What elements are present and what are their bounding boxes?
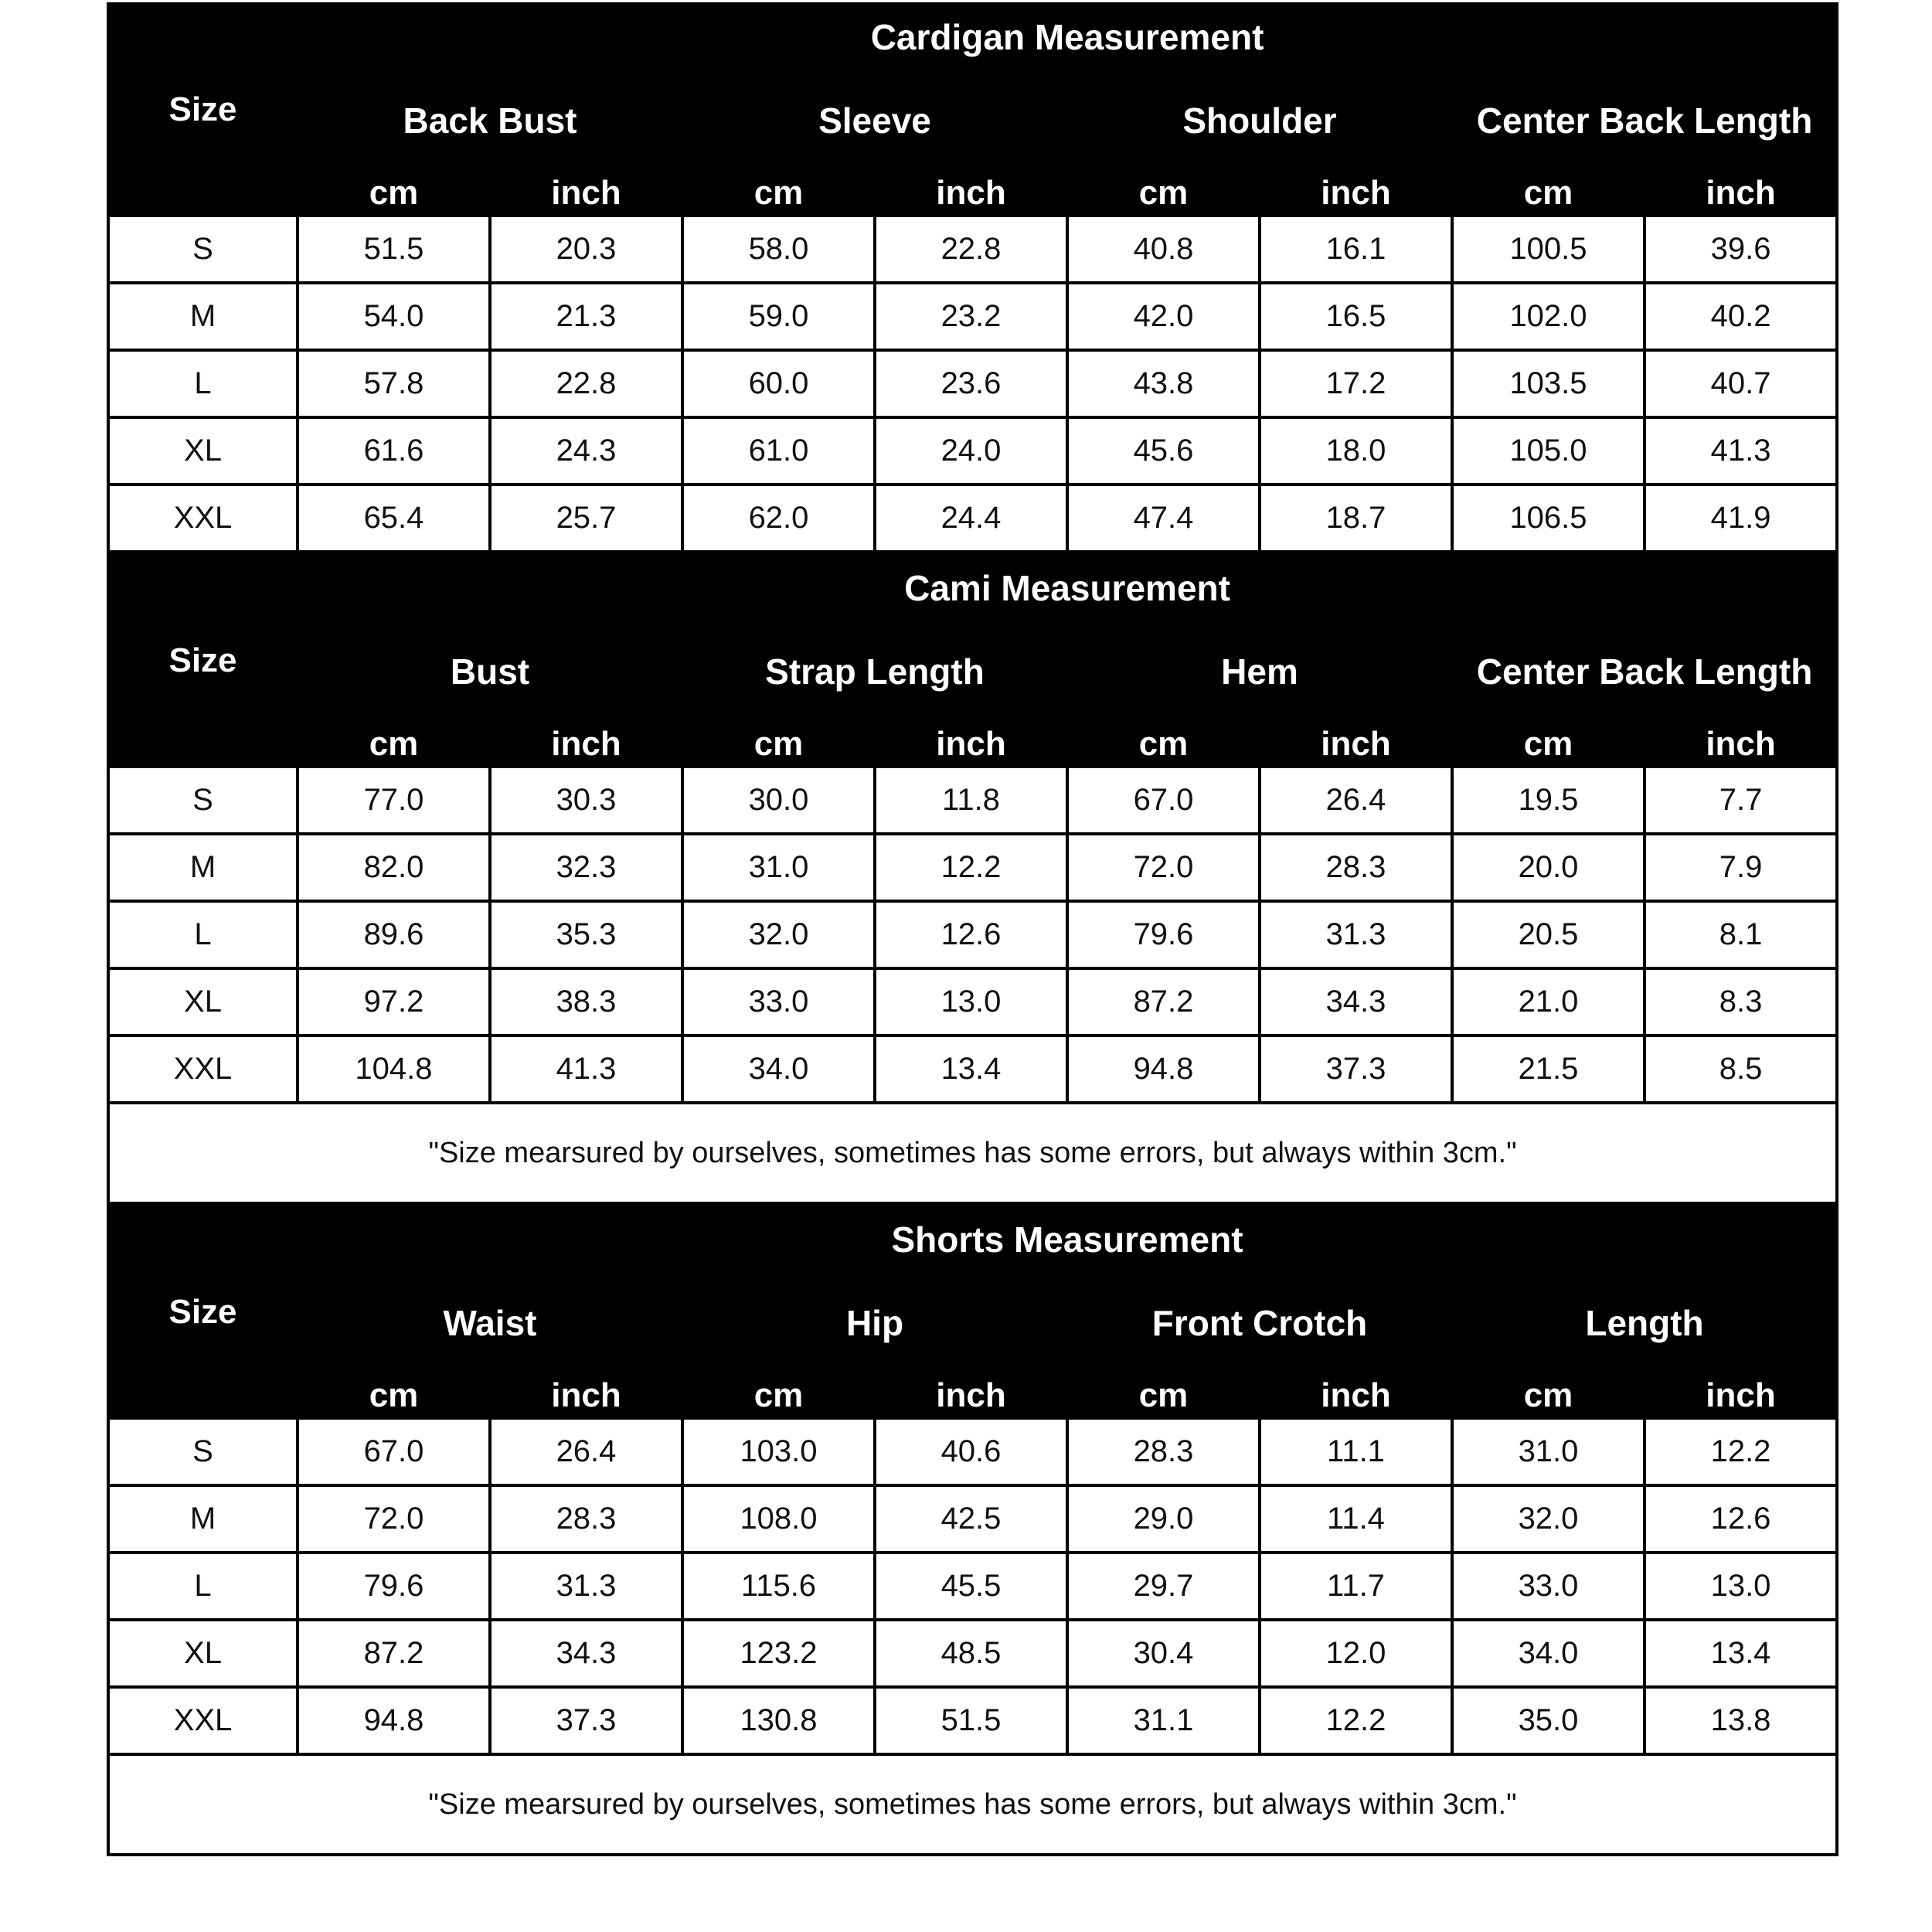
measurement-cell: 11.7 — [1260, 1553, 1452, 1620]
group-header-row — [108, 621, 1837, 721]
unit-header: cm — [1067, 721, 1260, 767]
measurement-cell: 13.0 — [875, 968, 1067, 1036]
measurement-cell: 39.6 — [1645, 216, 1837, 283]
unit-header: inch — [490, 721, 682, 767]
size-cell: XXL — [108, 485, 298, 552]
measurement-cell: 59.0 — [682, 283, 875, 350]
measurement-cell: 12.2 — [875, 834, 1067, 901]
measurement-cell: 20.0 — [1452, 834, 1645, 901]
measurement-cell: 29.7 — [1067, 1553, 1260, 1620]
measurement-cell: 100.5 — [1452, 216, 1645, 283]
measurement-cell: 11.8 — [875, 767, 1067, 834]
measurement-cell: 30.4 — [1067, 1620, 1260, 1687]
table-row — [108, 1620, 1837, 1687]
measurement-cell: 77.0 — [298, 767, 490, 834]
measurement-cell: 94.8 — [1067, 1036, 1260, 1103]
unit-header: cm — [1067, 1372, 1260, 1418]
unit-header: inch — [1645, 1372, 1837, 1418]
table-title: Cardigan Measurement — [298, 4, 1837, 70]
measurement-cell: 23.6 — [875, 350, 1067, 417]
measurement-cell: 21.5 — [1452, 1036, 1645, 1103]
unit-header: cm — [682, 170, 875, 216]
measurement-cell: 33.0 — [1452, 1553, 1645, 1620]
column-group-header: Strap Length — [682, 621, 1067, 721]
table-title: Cami Measurement — [298, 555, 1837, 621]
column-group-header: Hem — [1067, 621, 1452, 721]
measurement-cell: 106.5 — [1452, 485, 1645, 552]
measurement-cell: 8.3 — [1645, 968, 1837, 1036]
measurement-cell: 8.1 — [1645, 901, 1837, 968]
measurement-cell: 103.5 — [1452, 350, 1645, 417]
measurement-cell: 51.5 — [875, 1687, 1067, 1754]
measurement-cell: 40.7 — [1645, 350, 1837, 417]
column-group-header: Waist — [298, 1273, 682, 1372]
measurement-cell: 24.3 — [490, 417, 682, 485]
measurement-note: "Size mearsured by ourselves, sometimes has some errors, but always within 3cm." — [108, 1103, 1837, 1203]
table-row — [108, 968, 1837, 1036]
table-row — [108, 901, 1837, 968]
table-row — [108, 283, 1837, 350]
size-header: Size — [108, 555, 298, 767]
measurement-cell: 34.0 — [1452, 1620, 1645, 1687]
title-row — [108, 1206, 1837, 1273]
unit-header: cm — [1452, 721, 1645, 767]
unit-header: cm — [682, 721, 875, 767]
table-row — [108, 216, 1837, 283]
measurement-cell: 89.6 — [298, 901, 490, 968]
size-header: Size — [108, 4, 298, 216]
measurement-cell: 28.3 — [490, 1485, 682, 1553]
measurement-cell: 41.3 — [490, 1036, 682, 1103]
column-group-header: Length — [1452, 1273, 1837, 1372]
table-row — [108, 1485, 1837, 1553]
measurement-cell: 102.0 — [1452, 283, 1645, 350]
size-cell: L — [108, 901, 298, 968]
size-header: Size — [108, 1206, 298, 1418]
measurement-cell: 72.0 — [298, 1485, 490, 1553]
measurement-cell: 58.0 — [682, 216, 875, 283]
measurement-cell: 28.3 — [1067, 1418, 1260, 1485]
measurement-note: "Size mearsured by ourselves, sometimes has some errors, but always within 3cm." — [108, 1754, 1837, 1855]
measurement-cell: 18.7 — [1260, 485, 1452, 552]
column-group-header: Shoulder — [1067, 70, 1452, 170]
measurement-cell: 35.3 — [490, 901, 682, 968]
measurement-cell: 32.0 — [682, 901, 875, 968]
measurement-cell: 11.1 — [1260, 1418, 1452, 1485]
measurement-cell: 62.0 — [682, 485, 875, 552]
measurement-cell: 31.3 — [1260, 901, 1452, 968]
measurement-cell: 22.8 — [490, 350, 682, 417]
measurement-cell: 26.4 — [490, 1418, 682, 1485]
unit-header: cm — [298, 721, 490, 767]
measurement-cell: 42.5 — [875, 1485, 1067, 1553]
size-cell: XL — [108, 1620, 298, 1687]
size-cell: XXL — [108, 1036, 298, 1103]
group-header-row — [108, 70, 1837, 170]
measurement-cell: 34.0 — [682, 1036, 875, 1103]
unit-header: inch — [490, 170, 682, 216]
column-group-header: Bust — [298, 621, 682, 721]
measurement-cell: 42.0 — [1067, 283, 1260, 350]
measurement-cell: 40.2 — [1645, 283, 1837, 350]
measurement-cell: 21.3 — [490, 283, 682, 350]
measurement-cell: 11.4 — [1260, 1485, 1452, 1553]
table-title: Shorts Measurement — [298, 1206, 1837, 1273]
measurement-cell: 8.5 — [1645, 1036, 1837, 1103]
measurement-cell: 41.9 — [1645, 485, 1837, 552]
measurement-cell: 103.0 — [682, 1418, 875, 1485]
measurement-cell: 104.8 — [298, 1036, 490, 1103]
measurement-cell: 23.2 — [875, 283, 1067, 350]
measurement-cell: 34.3 — [490, 1620, 682, 1687]
measurement-cell: 12.6 — [1645, 1485, 1837, 1553]
unit-header: inch — [875, 170, 1067, 216]
measurement-cell: 87.2 — [1067, 968, 1260, 1036]
measurement-cell: 24.4 — [875, 485, 1067, 552]
measurement-cell: 79.6 — [1067, 901, 1260, 968]
size-cell: L — [108, 1553, 298, 1620]
measurement-cell: 87.2 — [298, 1620, 490, 1687]
measurement-cell: 16.1 — [1260, 216, 1452, 283]
table-row — [108, 1418, 1837, 1485]
column-group-header: Center Back Length — [1452, 70, 1837, 170]
measurement-cell: 31.0 — [1452, 1418, 1645, 1485]
table-row — [108, 1036, 1837, 1103]
table-row — [108, 350, 1837, 417]
measurement-cell: 41.3 — [1645, 417, 1837, 485]
size-cell: L — [108, 350, 298, 417]
note-row — [108, 1754, 1837, 1855]
size-cell: XL — [108, 968, 298, 1036]
measurement-cell: 40.6 — [875, 1418, 1067, 1485]
measurement-cell: 25.7 — [490, 485, 682, 552]
measurement-cell: 7.7 — [1645, 767, 1837, 834]
measurement-cell: 29.0 — [1067, 1485, 1260, 1553]
measurement-cell: 26.4 — [1260, 767, 1452, 834]
column-group-header: Sleeve — [682, 70, 1067, 170]
unit-header: inch — [1645, 721, 1837, 767]
size-cell: XXL — [108, 1687, 298, 1754]
size-cell: M — [108, 1485, 298, 1553]
table-row — [108, 834, 1837, 901]
measurement-cell: 18.0 — [1260, 417, 1452, 485]
measurement-cell: 115.6 — [682, 1553, 875, 1620]
measurement-cell: 108.0 — [682, 1485, 875, 1553]
column-group-header: Hip — [682, 1273, 1067, 1372]
unit-header: inch — [1260, 1372, 1452, 1418]
size-cell: S — [108, 767, 298, 834]
measurement-cell: 12.2 — [1260, 1687, 1452, 1754]
size-cell: S — [108, 216, 298, 283]
measurement-cell: 31.0 — [682, 834, 875, 901]
measurement-cell: 21.0 — [1452, 968, 1645, 1036]
unit-header: cm — [298, 1372, 490, 1418]
measurement-cell: 20.3 — [490, 216, 682, 283]
unit-header: inch — [875, 1372, 1067, 1418]
title-row — [108, 555, 1837, 621]
unit-header-row — [108, 1372, 1837, 1418]
unit-header: inch — [1645, 170, 1837, 216]
measurement-cell: 12.2 — [1645, 1418, 1837, 1485]
measurement-cell: 67.0 — [1067, 767, 1260, 834]
measurement-cell: 38.3 — [490, 968, 682, 1036]
size-cell: M — [108, 283, 298, 350]
measurement-cell: 13.0 — [1645, 1553, 1837, 1620]
column-group-header: Center Back Length — [1452, 621, 1837, 721]
measurement-cell: 37.3 — [490, 1687, 682, 1754]
measurement-cell: 34.3 — [1260, 968, 1452, 1036]
measurement-cell: 24.0 — [875, 417, 1067, 485]
measurement-cell: 48.5 — [875, 1620, 1067, 1687]
measurement-cell: 130.8 — [682, 1687, 875, 1754]
unit-header: cm — [298, 170, 490, 216]
measurement-cell: 45.6 — [1067, 417, 1260, 485]
measurement-cell: 19.5 — [1452, 767, 1645, 834]
measurement-cell: 43.8 — [1067, 350, 1260, 417]
measurement-cell: 57.8 — [298, 350, 490, 417]
column-group-header: Front Crotch — [1067, 1273, 1452, 1372]
measurement-cell: 37.3 — [1260, 1036, 1452, 1103]
group-header-row — [108, 1273, 1837, 1372]
measurement-cell: 13.4 — [1645, 1620, 1837, 1687]
table-row — [108, 767, 1837, 834]
measurement-cell: 7.9 — [1645, 834, 1837, 901]
measurement-cell: 13.4 — [875, 1036, 1067, 1103]
size-cell: M — [108, 834, 298, 901]
measurement-cell: 72.0 — [1067, 834, 1260, 901]
measurement-cell: 20.5 — [1452, 901, 1645, 968]
measurement-table — [107, 2, 1838, 553]
measurement-cell: 35.0 — [1452, 1687, 1645, 1754]
measurement-cell: 51.5 — [298, 216, 490, 283]
size-cell: S — [108, 1418, 298, 1485]
measurement-cell: 32.0 — [1452, 1485, 1645, 1553]
size-chart — [107, 2, 1835, 1856]
unit-header: inch — [875, 721, 1067, 767]
measurement-cell: 123.2 — [682, 1620, 875, 1687]
measurement-cell: 12.0 — [1260, 1620, 1452, 1687]
measurement-cell: 12.6 — [875, 901, 1067, 968]
measurement-cell: 61.0 — [682, 417, 875, 485]
unit-header: cm — [1452, 1372, 1645, 1418]
measurement-cell: 30.3 — [490, 767, 682, 834]
measurement-table — [107, 1205, 1838, 1856]
unit-header-row — [108, 170, 1837, 216]
unit-header: inch — [1260, 721, 1452, 767]
measurement-cell: 61.6 — [298, 417, 490, 485]
measurement-cell: 45.5 — [875, 1553, 1067, 1620]
measurement-cell: 97.2 — [298, 968, 490, 1036]
table-row — [108, 417, 1837, 485]
measurement-cell: 31.1 — [1067, 1687, 1260, 1754]
measurement-cell: 13.8 — [1645, 1687, 1837, 1754]
measurement-cell: 82.0 — [298, 834, 490, 901]
measurement-cell: 65.4 — [298, 485, 490, 552]
table-row — [108, 1687, 1837, 1754]
measurement-cell: 30.0 — [682, 767, 875, 834]
title-row — [108, 4, 1837, 70]
measurement-table — [107, 553, 1838, 1205]
note-row — [108, 1103, 1837, 1203]
column-group-header: Back Bust — [298, 70, 682, 170]
measurement-cell: 105.0 — [1452, 417, 1645, 485]
unit-header: inch — [1260, 170, 1452, 216]
unit-header: inch — [490, 1372, 682, 1418]
measurement-cell: 32.3 — [490, 834, 682, 901]
measurement-cell: 79.6 — [298, 1553, 490, 1620]
measurement-cell: 17.2 — [1260, 350, 1452, 417]
size-cell: XL — [108, 417, 298, 485]
measurement-cell: 33.0 — [682, 968, 875, 1036]
measurement-cell: 22.8 — [875, 216, 1067, 283]
measurement-cell: 28.3 — [1260, 834, 1452, 901]
table-row — [108, 485, 1837, 552]
measurement-cell: 67.0 — [298, 1418, 490, 1485]
table-row — [108, 1553, 1837, 1620]
measurement-cell: 54.0 — [298, 283, 490, 350]
unit-header: cm — [1452, 170, 1645, 216]
measurement-cell: 31.3 — [490, 1553, 682, 1620]
measurement-cell: 16.5 — [1260, 283, 1452, 350]
measurement-cell: 60.0 — [682, 350, 875, 417]
unit-header: cm — [682, 1372, 875, 1418]
measurement-cell: 94.8 — [298, 1687, 490, 1754]
measurement-cell: 47.4 — [1067, 485, 1260, 552]
measurement-cell: 40.8 — [1067, 216, 1260, 283]
unit-header-row — [108, 721, 1837, 767]
unit-header: cm — [1067, 170, 1260, 216]
